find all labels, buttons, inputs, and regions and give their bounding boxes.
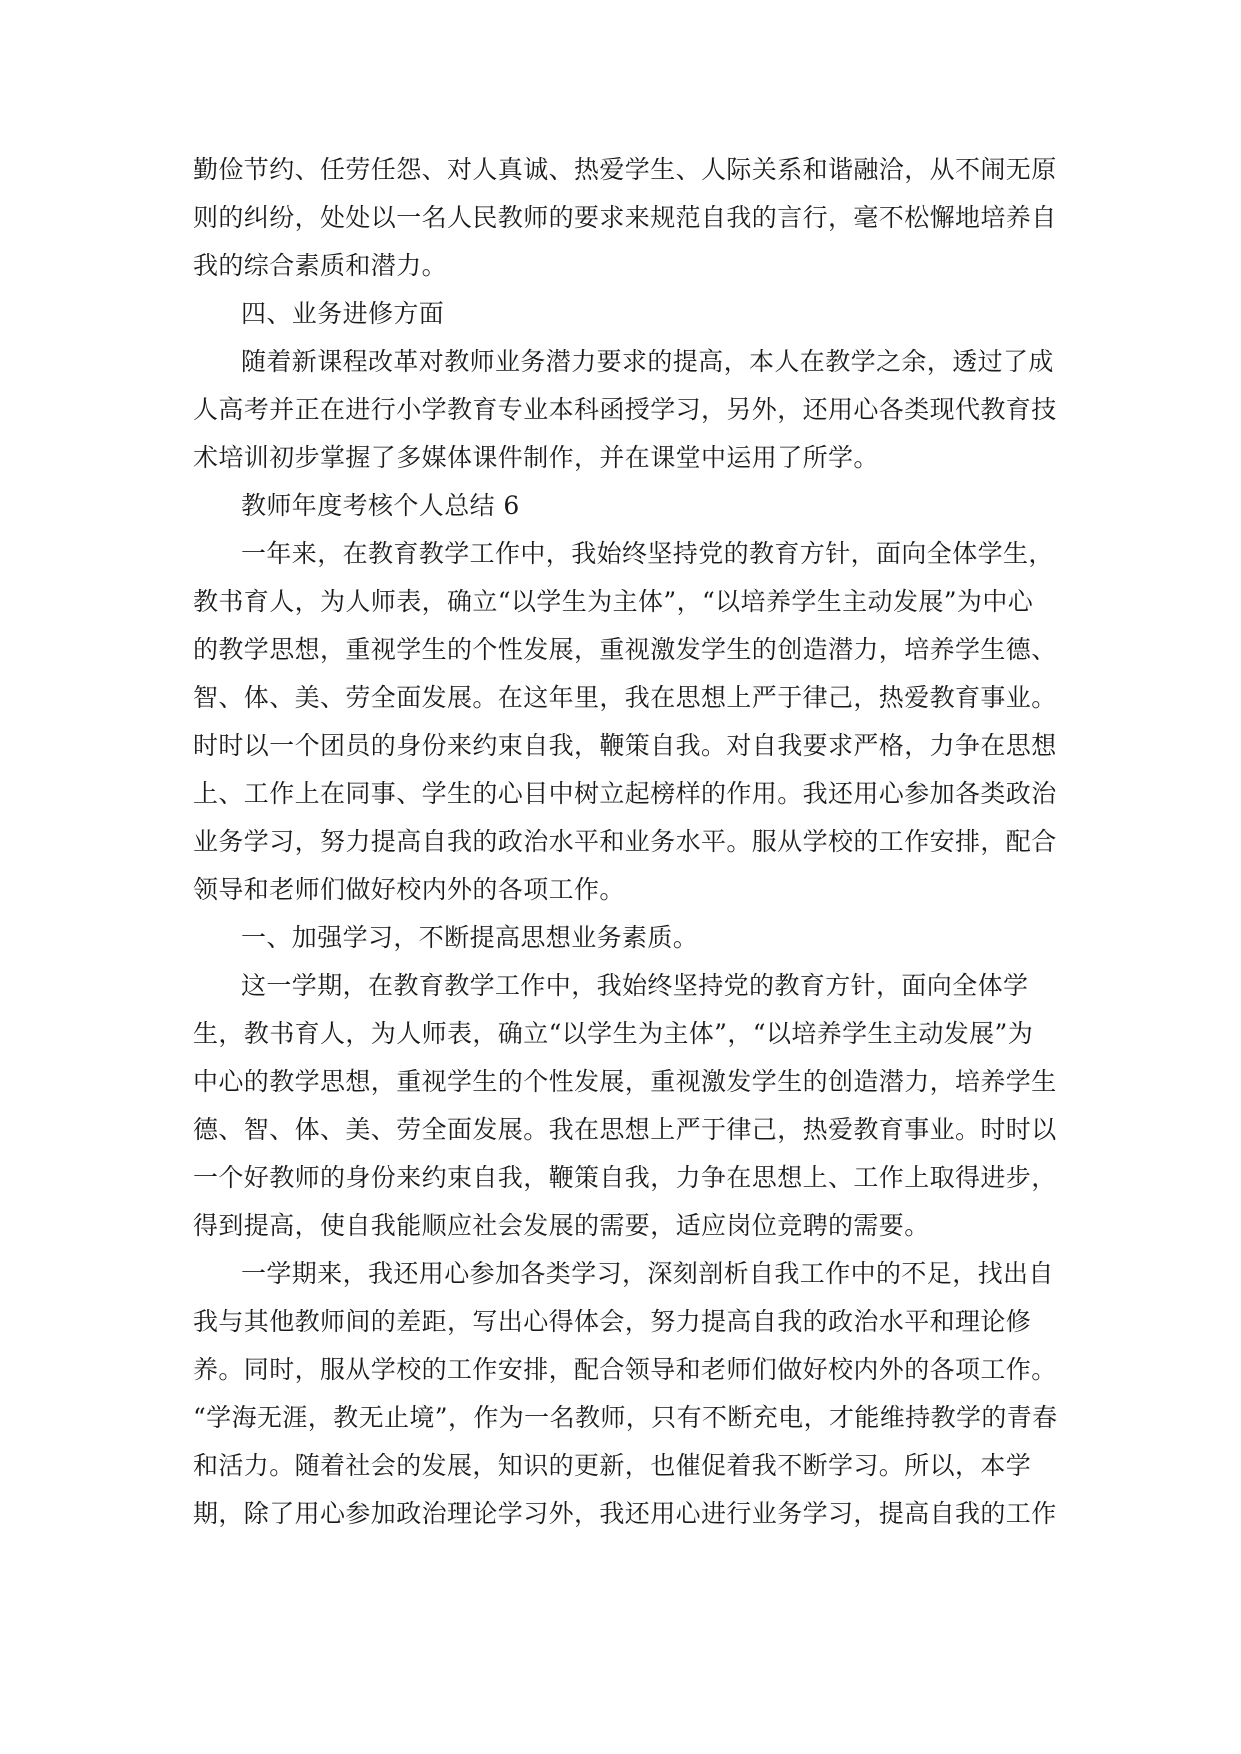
text-line: 的教学思想，重视学生的个性发展，重视激发学生的创造潜力，培养学生德、 — [193, 635, 1057, 664]
text-line: 得到提高，使自我能顺应社会发展的需要，适应岗位竞聘的需要。 — [193, 1211, 930, 1240]
text-line: 一个好教师的身份来约束自我，鞭策自我，力争在思想上、工作上取得进步， — [193, 1163, 1057, 1192]
text-line: 教书育人，为人师表，确立“以学生为主体”，“以培养学生主动发展”为中心 — [193, 587, 1034, 616]
text-line: 智、体、美、劳全面发展。在这年里，我在思想上严于律己，热爱教育事业。 — [193, 683, 1057, 712]
text-line: 养。同时，服从学校的工作安排，配合领导和老师们做好校内外的各项工作。 — [193, 1355, 1057, 1384]
text-line: 一学期来，我还用心参加各类学习，深刻剖析自我工作中的不足，找出自 — [241, 1259, 1054, 1288]
text-line: 勤俭节约、任劳任怨、对人真诚、热爱学生、人际关系和谐融洽，从不闹无原 — [193, 155, 1057, 184]
text-line: 我的综合素质和潜力。 — [193, 251, 448, 280]
text-line: 生，教书育人，为人师表，确立“以学生为主体”，“以培养学生主动发展”为 — [193, 1019, 1034, 1048]
text-line: 随着新课程改革对教师业务潜力要求的提高，本人在教学之余，透过了成 — [241, 347, 1054, 376]
section-heading: 四、业务进修方面 — [241, 299, 445, 328]
text-line: 领导和老师们做好校内外的各项工作。 — [193, 875, 625, 904]
text-line: “学海无涯，教无止境”，作为一名教师，只有不断充电，才能维持教学的青春 — [193, 1403, 1058, 1432]
text-line: 业务学习，努力提高自我的政治水平和业务水平。服从学校的工作安排，配合 — [193, 827, 1057, 856]
text-line: 术培训初步掌握了多媒体课件制作，并在课堂中运用了所学。 — [193, 443, 879, 472]
text-line: 上、工作上在同事、学生的心目中树立起榜样的作用。我还用心参加各类政治 — [193, 779, 1057, 808]
text-line: 人高考并正在进行小学教育专业本科函授学习，另外，还用心各类现代教育技 — [193, 395, 1057, 424]
text-line: 中心的教学思想，重视学生的个性发展，重视激发学生的创造潜力，培养学生 — [193, 1067, 1057, 1096]
document-title: 教师年度考核个人总结 6 — [241, 491, 520, 520]
text-line: 时时以一个团员的身份来约束自我，鞭策自我。对自我要求严格，力争在思想 — [193, 731, 1057, 760]
text-line: 我与其他教师间的差距，写出心得体会，努力提高自我的政治水平和理论修 — [193, 1307, 1032, 1336]
text-line: 则的纠纷，处处以一名人民教师的要求来规范自我的言行，毫不松懈地培养自 — [193, 203, 1057, 232]
text-line: 期，除了用心参加政治理论学习外，我还用心进行业务学习，提高自我的工作 — [193, 1499, 1057, 1528]
section-heading: 一、加强学习，不断提高思想业务素质。 — [241, 923, 699, 952]
text-line: 这一学期，在教育教学工作中，我始终坚持党的教育方针，面向全体学 — [241, 971, 1029, 1000]
document-body — [193, 146, 1058, 1538]
text-line: 一年来，在教育教学工作中，我始终坚持党的教育方针，面向全体学生， — [241, 539, 1054, 568]
text-line: 和活力。随着社会的发展，知识的更新，也催促着我不断学习。所以，本学 — [193, 1451, 1032, 1480]
text-line: 德、智、体、美、劳全面发展。我在思想上严于律己，热爱教育事业。时时以 — [193, 1115, 1057, 1144]
